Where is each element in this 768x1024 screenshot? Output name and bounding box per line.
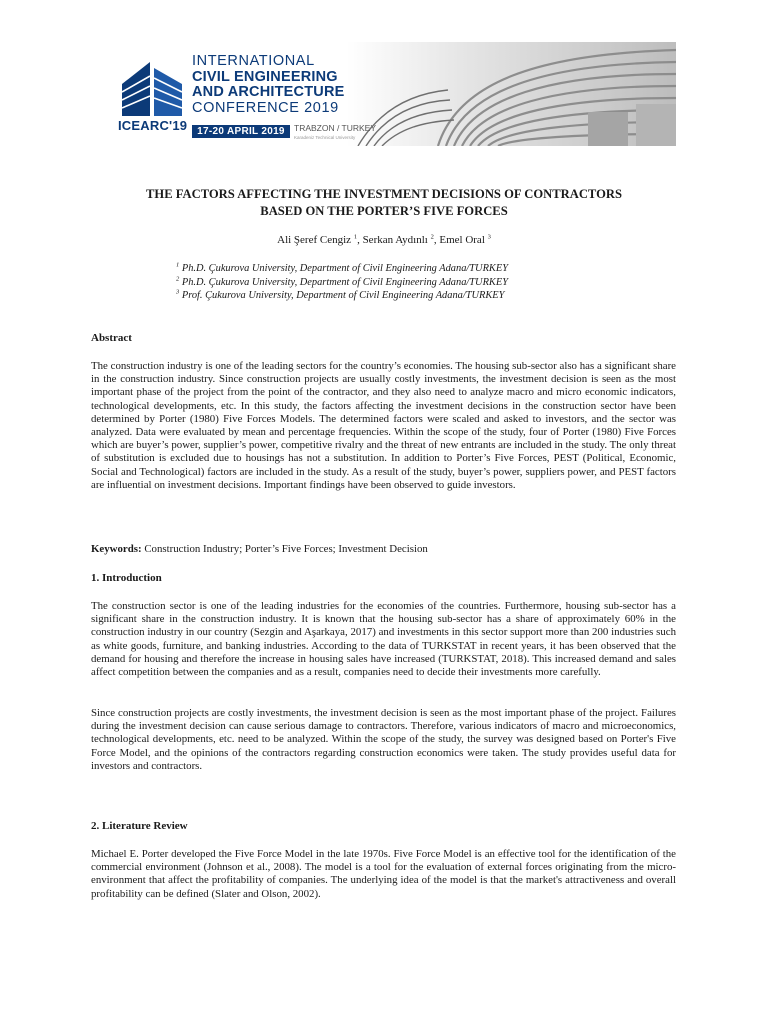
author-sup: 2 [430, 233, 434, 241]
paper-title-line: THE FACTORS AFFECTING THE INVESTMENT DECISIONS OF CONTRACTORS [146, 187, 622, 201]
introduction-paragraph: Since construction projects are costly investments, the investment decision is seen as the most important phase of the project. Failures during the investment decision can cause serious damage to contractors. Therefore, various indicators of macro and microeconomics, technological developments, etc. need to be analyzed. Within the scope of the study, the survey was designed based on Porter's Five Force Model, and the opinions of the contractors regarding construction economics were taken. The study provides useful data for investors and contractors. [91, 707, 676, 772]
affiliation-sup: 3 [176, 288, 180, 296]
conference-title-line: CIVIL ENGINEERING [192, 68, 338, 85]
abstract-heading: Abstract [91, 332, 132, 344]
conference-title-line: CONFERENCE 2019 [192, 99, 339, 116]
conference-title [192, 54, 345, 116]
conference-banner [108, 42, 676, 146]
conference-dates: 17-20 APRIL 2019 [192, 125, 290, 138]
author-list [96, 233, 672, 247]
paper-title [96, 186, 672, 220]
literature-review-paragraph: Michael E. Porter developed the Five Force Model in the late 1970s. Five Force Model is an effective tool for the identification of the commercial environment (Johnson et al., 2008). The model is a tool for the evaluation of external forces originating from the micro-environment that affect the profitability of companies. The underlying idea of the model is that the market's attractiveness and overall profitability can be defined (Slater and Olson, 2002). [91, 848, 676, 900]
section-heading-introduction: 1. Introduction [91, 572, 162, 584]
icearc-logo-icon [116, 54, 186, 118]
author-separator: , [433, 234, 440, 246]
affiliation-text: Ph.D. Çukurova University, Department of Civil Engineering Adana/TURKEY [179, 263, 508, 274]
affiliation [176, 262, 508, 276]
location-city: TRABZON / TURKEY [294, 123, 377, 133]
keywords [91, 543, 428, 555]
section-heading-literature-review: 2. Literature Review [91, 820, 188, 832]
affiliation [176, 276, 508, 290]
abstract-text: The construction industry is one of the leading sectors for the country’s economies. The housing sub-sector also has a significant share in the construction industry. Since construction projects are usually costly investments, the investment decision is seen as the most important phase of the project from the point of the contractor, and they also need to analyze macro and micro economic indicators, technological developments, etc. In this study, the factors affecting the investment decisions in the construction sector have been determined by Porter (1980) Five Forces Models. The determined factors were scaled and asked to investors, and the sector was analyzed. Data were evaluated by mean and percentage frequencies. Within the scope of the study, four of Porter (1980) Five Forces which are buyer’s power, supplier’s power, competitive rivalry and the threat of new entrants are included in the study. The only threat of substitution is excluded due to housings has not a substitution. In addition to Porter’s Five Forces, PEST (Political, Economic, Social and Technological) factors are included in the study. As a result of the study, buyer’s power, suppliers power, and PEST factors are influential on investment decisions. Important findings have been observed to guide investors. [91, 360, 676, 491]
logo-text: ICEARC'19 [118, 118, 188, 133]
author-name: Serkan Aydınlı [362, 234, 431, 246]
introduction-paragraph: The construction sector is one of the leading industries for the economies of the countries. Furthermore, housing sub-sector has a significant share in the construction industry. It is known that the housing sub-sector has a share of approximately 60% in the construction industry in our country (Sezgin and Aşarkaya, 2017) and investments in this sector support more than 200 industries such as white goods, furniture, and banking industries. According to the data of TURKSTAT in recent years, it has been observed that the demand for housing and therefore the increase in housing sales have increased (TURKSTAT, 2018). This increased demand and sales affect competition between the companies and as a result, companies need to decide their investments more carefully. [91, 600, 676, 679]
affiliation-sup: 1 [176, 261, 180, 269]
author-sup: 3 [487, 233, 491, 241]
keywords-label: Keywords: [91, 543, 142, 555]
conference-title-line: INTERNATIONAL [192, 53, 315, 69]
author-name: Emel Oral [439, 234, 488, 246]
location-university: Karadeniz Technical University [294, 135, 356, 140]
author-name: Ali Şeref Cengiz [277, 234, 354, 246]
paper-title-line: BASED ON THE PORTER’S FIVE FORCES [260, 204, 508, 218]
affiliation-text: Ph.D. Çukurova University, Department of Civil Engineering Adana/TURKEY [179, 276, 508, 288]
affiliation-sup: 2 [176, 275, 180, 283]
affiliation-text: Prof. Çukurova University, Department of Civil Engineering Adana/TURKEY [179, 290, 505, 301]
conference-location [294, 124, 376, 142]
author-sup: 1 [353, 233, 358, 241]
author-separator: , [357, 234, 363, 246]
affiliation-list [176, 262, 508, 303]
affiliation [176, 289, 508, 303]
conference-title-line: AND ARCHITECTURE [192, 84, 345, 100]
keywords-text: Construction Industry; Porter’s Five Forces; Investment Decision [141, 543, 428, 555]
